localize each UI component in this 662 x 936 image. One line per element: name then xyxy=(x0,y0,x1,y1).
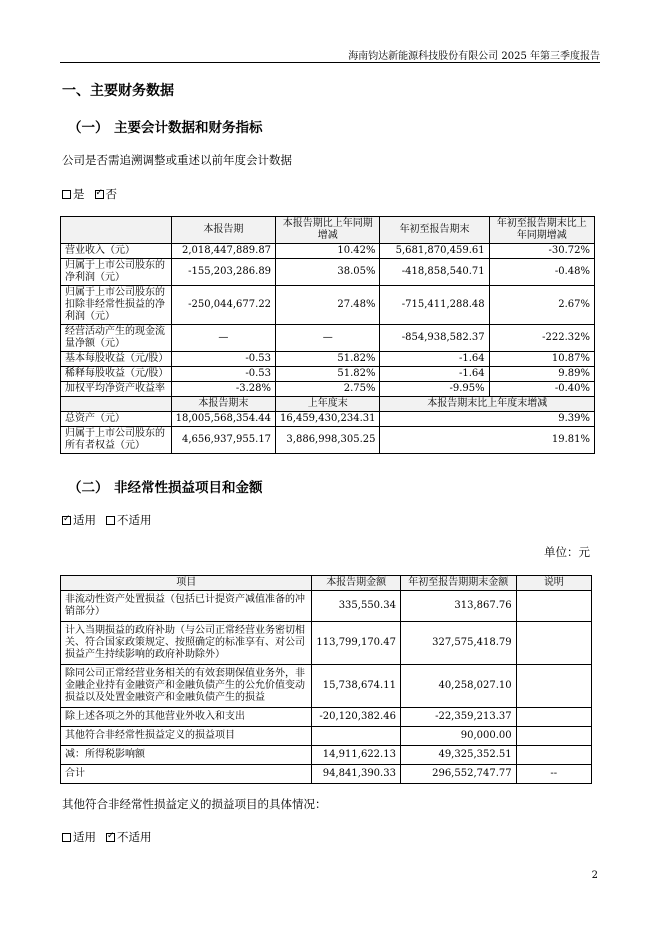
table-cell xyxy=(516,665,591,708)
row-label: 稀释每股收益（元/股） xyxy=(61,367,172,382)
table-cell: 51.82% xyxy=(276,367,380,382)
table-cell: 335,550.34 xyxy=(312,591,401,622)
table-cell: 9.39% xyxy=(380,412,595,427)
table-cell: — xyxy=(276,325,380,352)
table-header-cell: 项目 xyxy=(61,576,312,591)
section-title-main-financial-data: 一、主要财务数据 xyxy=(62,83,174,99)
row-label: 加权平均净资产收益率 xyxy=(61,382,172,397)
table-row xyxy=(61,708,592,727)
table-subheader-cell: 本报告期末 xyxy=(171,397,275,412)
row-label: 除上述各项之外的其他营业外收入和支出 xyxy=(61,708,312,727)
table-cell: -155,203,286.89 xyxy=(171,259,275,286)
subsection-number: （一） xyxy=(68,120,109,136)
row-label: 非流动性资产处置损益（包括已计提资产减值准备的冲销部分） xyxy=(61,591,312,622)
table-cell: -3.28% xyxy=(171,382,275,397)
table-cell xyxy=(516,622,591,665)
table-subheader-cell xyxy=(61,397,172,412)
table-cell: 14,911,622.13 xyxy=(312,746,401,765)
restate-option-no[interactable]: ✓ 否 xyxy=(95,187,118,201)
checkbox-checked-icon[interactable] xyxy=(106,833,115,842)
table-cell: -0.40% xyxy=(489,382,594,397)
table-cell: 90,000.00 xyxy=(400,727,516,746)
table-row xyxy=(61,727,592,746)
table-cell: -- xyxy=(516,765,591,784)
table-cell: 4,656,937,955.17 xyxy=(171,427,275,454)
table-header-cell: 本报告期 xyxy=(171,217,275,244)
table-row xyxy=(61,427,595,454)
subsection-title-accounting-data xyxy=(68,116,263,136)
table-subheader-cell: 上年度末 xyxy=(276,397,380,412)
table-row xyxy=(61,591,592,622)
applicable-options xyxy=(62,512,162,528)
table-cell: 2,018,447,889.87 xyxy=(171,244,275,259)
subsection-label: 主要会计数据和财务指标 xyxy=(114,120,263,136)
table-row xyxy=(61,286,595,325)
report-header-title: 海南钧达新能源科技股份有限公司 2025 年第三季度报告 xyxy=(348,51,600,62)
table-row xyxy=(61,665,592,708)
table-cell: 3,886,998,305.25 xyxy=(276,427,380,454)
applicable-option-yes[interactable]: 适用 xyxy=(62,830,96,844)
subsection-label: 非经常性损益项目和金额 xyxy=(114,480,263,496)
table-header-row xyxy=(61,217,595,244)
table-row xyxy=(61,622,592,665)
table-cell: 51.82% xyxy=(276,352,380,367)
table-row xyxy=(61,367,595,382)
page-number: 2 xyxy=(591,870,598,881)
applicable-option-yes[interactable]: ✓适用 xyxy=(62,513,96,527)
other-items-text: 其他符合非经常性损益定义的损益项目的具体情况： xyxy=(62,797,327,811)
table-cell: 94,841,390.33 xyxy=(312,765,401,784)
table-row xyxy=(61,382,595,397)
table-row xyxy=(61,325,595,352)
table-cell: 16,459,430,234.31 xyxy=(276,412,380,427)
table-cell: 313,867.76 xyxy=(400,591,516,622)
table-cell: -22,359,213.37 xyxy=(400,708,516,727)
table-row xyxy=(61,765,592,784)
row-label: 合计 xyxy=(61,765,312,784)
table-cell: -0.53 xyxy=(171,352,275,367)
applicable-option-no[interactable]: 不适用 xyxy=(106,513,152,527)
table-cell: 27.48% xyxy=(276,286,380,325)
applicable-option-no[interactable]: ✓ 不适用 xyxy=(106,830,152,844)
table-header-cell: 年初至报告期末比上年同期增减 xyxy=(489,217,594,244)
table-cell: -854,938,582.37 xyxy=(380,325,489,352)
table-cell: 5,681,870,459.61 xyxy=(380,244,489,259)
applicable-options-2 xyxy=(62,829,162,845)
table-subheader-cell: 本报告期末比上年度末增减 xyxy=(380,397,595,412)
accounting-data-table xyxy=(60,216,595,454)
checkbox-unchecked-icon[interactable] xyxy=(62,833,71,842)
table-cell: -250,044,677.22 xyxy=(171,286,275,325)
restate-question: 公司是否需追溯调整或重述以前年度会计数据 xyxy=(62,153,292,167)
table-cell: 2.67% xyxy=(489,286,594,325)
table-cell: 19.81% xyxy=(380,427,595,454)
table-cell xyxy=(516,746,591,765)
table-cell: -0.48% xyxy=(489,259,594,286)
table-cell xyxy=(312,727,401,746)
table-cell: 38.05% xyxy=(276,259,380,286)
table-header-cell: 本报告期金额 xyxy=(312,576,401,591)
table-cell: 49,325,352.51 xyxy=(400,746,516,765)
table-cell: -1.64 xyxy=(380,367,489,382)
table-row xyxy=(61,244,595,259)
table-row xyxy=(61,746,592,765)
row-label: 归属于上市公司股东的扣除非经常性损益的净利润（元） xyxy=(61,286,172,325)
checkbox-unchecked-icon[interactable] xyxy=(62,190,71,199)
subsection-title-non-recurring xyxy=(68,476,263,496)
table-row xyxy=(61,412,595,427)
table-cell: -30.72% xyxy=(489,244,594,259)
table-cell: 15,738,674.11 xyxy=(312,665,401,708)
subsection-number: （二） xyxy=(68,480,109,496)
table-cell: -715,411,288.48 xyxy=(380,286,489,325)
table-cell: 40,258,027.10 xyxy=(400,665,516,708)
table-header-cell xyxy=(61,217,172,244)
row-label: 总资产（元） xyxy=(61,412,172,427)
row-label: 营业收入（元） xyxy=(61,244,172,259)
table-cell xyxy=(516,591,591,622)
table-subheader-row xyxy=(61,397,595,412)
row-label: 基本每股收益（元/股） xyxy=(61,352,172,367)
table-cell: -222.32% xyxy=(489,325,594,352)
table-cell: -1.64 xyxy=(380,352,489,367)
table-cell: 296,552,747.77 xyxy=(400,765,516,784)
restate-options xyxy=(62,186,127,202)
row-label: 减：所得税影响额 xyxy=(61,746,312,765)
checkbox-checked-icon[interactable] xyxy=(62,516,71,525)
table-cell: 2.75% xyxy=(276,382,380,397)
unit-label: 单位：元 xyxy=(544,545,590,559)
table-header-cell: 年初至报告期末 xyxy=(380,217,489,244)
table-cell: 9.89% xyxy=(489,367,594,382)
table-cell: -418,858,540.71 xyxy=(380,259,489,286)
table-cell xyxy=(516,727,591,746)
table-cell: — xyxy=(171,325,275,352)
table-header-cell: 年初至报告期期末金额 xyxy=(400,576,516,591)
table-cell: -20,120,382.46 xyxy=(312,708,401,727)
table-cell xyxy=(516,708,591,727)
checkbox-unchecked-icon[interactable] xyxy=(106,516,115,525)
table-cell: 18,005,568,354.44 xyxy=(171,412,275,427)
table-header-cell: 说明 xyxy=(516,576,591,591)
table-cell: 327,575,418.79 xyxy=(400,622,516,665)
restate-option-yes[interactable]: 是 xyxy=(62,187,85,201)
table-cell: -9.95% xyxy=(380,382,489,397)
table-header-cell: 本报告期比上年同期增减 xyxy=(276,217,380,244)
row-label: 归属于上市公司股东的净利润（元） xyxy=(61,259,172,286)
table-row xyxy=(61,352,595,367)
header-divider xyxy=(60,62,600,63)
row-label: 经营活动产生的现金流量净额（元） xyxy=(61,325,172,352)
table-cell: 10.87% xyxy=(489,352,594,367)
table-cell: 113,799,170.47 xyxy=(312,622,401,665)
row-label: 计入当期损益的政府补助（与公司正常经营业务密切相关、符合国家政策规定、按照确定的标准享有、对公司损益产生持续影响的政府补助除外） xyxy=(61,622,312,665)
table-row xyxy=(61,259,595,286)
table-cell: 10.42% xyxy=(276,244,380,259)
table-cell: -0.53 xyxy=(171,367,275,382)
non-recurring-items-table xyxy=(60,575,592,784)
checkbox-checked-icon[interactable] xyxy=(95,190,104,199)
row-label: 除同公司正常经营业务相关的有效套期保值业务外，非金融企业持有金融资产和金融负债产生的公允价值变动损益以及处置金融资产和金融负债产生的损益 xyxy=(61,665,312,708)
table-header-row xyxy=(61,576,592,591)
row-label: 归属于上市公司股东的所有者权益（元） xyxy=(61,427,172,454)
row-label: 其他符合非经常性损益定义的损益项目 xyxy=(61,727,312,746)
